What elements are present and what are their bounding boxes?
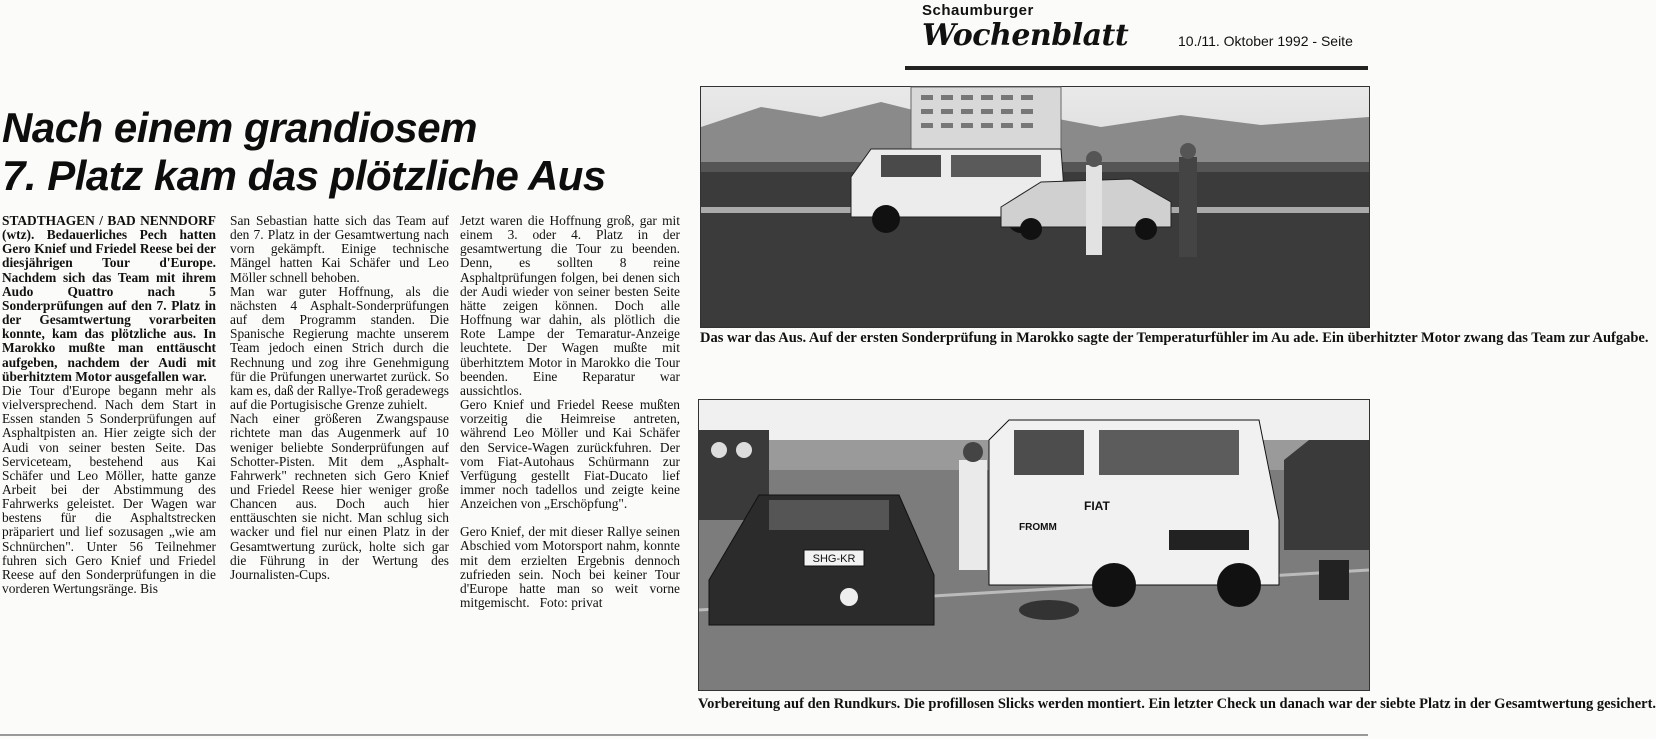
article-paragraph: Jetzt waren die Hoffnung groß, gar mit einem 3. oder 4. Platz in der gesamtwertung die Tour zu beenden. Denn, es sollten 8 reine Asphaltprüfungen folgen, bei denen sich der Audi wieder von seiner besten Seite hätte zeigen können. Doch alle Hoffnung war dahin, als plötlich die Rote Lampe der Temaratur-Anzeige leuchtete. Der Wagen mußte mit überhitztem Motor in Marokko die Tour beenden. Eine Reparatur war aussichtlos. [460,213,680,398]
masthead-rule [905,66,1368,70]
article-paragraph: Man war guter Hoffnung, als die nächsten 4 Asphalt-Sonderprüfungen auf dem Programm standen. Die Spanische Regierung machte unserem Team jedoch einen Strich durch die Rechnung und zog ihre Genehmigung für die Prüfungen unerwartet zurück. So kam es, daß der Rallye-Troß geradewegs auf die Portugisische Grenze zuhielt. [230,283,449,413]
article-headline [2,104,692,200]
photo-tire-change [698,399,1370,691]
photo-service-van-morocco [700,86,1370,328]
article-column-1 [2,214,216,726]
article-paragraph [460,525,680,610]
newspaper-name-top: Schaumburger [922,2,1034,19]
closing-text: Gero Knief, der mit dieser Rallye seinen Abschied vom Motorsport nahm, konnte mit dem erzielten Ergebnis dennoch zufrieden sein. Noch bei keiner Tour d'Europe hatte man so weit vorne mitgemischt. [460,524,680,611]
photo-illustration [699,400,1369,690]
photo-illustration [701,87,1369,327]
photo-caption-2: Vorbereitung auf den Rundkurs. Die profillosen Slicks werden montiert. Ein letzter Check un danach war der siebte Platz in der Gesamtwertung gesichert. [698,696,1656,712]
article-column-2 [230,214,449,726]
van-brand: FIAT [1084,499,1110,513]
article-column-3 [460,214,680,726]
article-paragraph: San Sebastian hatte sich das Team auf den 7. Platz in der Gesamtwertung nach vorn gekämpft. Einige technische Mängel hatten Kai Schäfer und Leo Möller schnell behoben. [230,213,449,285]
article-paragraph: Gero Knief und Friedel Reese mußten vorzeitig die Heimreise antreten, während Leo Möller und Kai Schäfer den Service-Wagen zurückfuhren. Der vom Fiat-Autohaus Schürmann zur Verfügung gestellt Fiat-Ducato lief immer noch tadellos und zeigte keine Anzeichen von „Erschöpfung". [460,397,680,512]
headline-line-1: Nach einem grandiosem [2,104,477,151]
van-sign: FROMM [1019,522,1057,533]
article-lead: STADTHAGEN / BAD NENNDORF (wtz). Bedauerliches Pech hatten Gero Knief und Friedel Reese bei der diesjährigen Tour d'Europe. Nachdem sich das Team mit ihrem Audo Quattro nach 5 Sonderprüfungen auf den 7. Platz in der Gesamtwertung vorarbeiten konnte, kam das plötzliche aus. In Marokko mußte man enttäuscht aufgeben, nachdem der Audi mit überhitztem Motor ausgefallen war. [2,213,216,384]
dateline: 10./11. Oktober 1992 - Seite [1178,33,1353,49]
article-paragraph: Nach einer größeren Zwangspause richtete man das Augenmerk auf 10 weniger beliebte Sonderprüfungen auf Schotter-Pisten. Mit dem „Asphalt-Fahrwerk" rechneten sich Gero Knief und Friedel Reese hier weniger große Chancen aus. Doch auch hier enttäuschten sie nicht. Man schlug sich wacker und fiel nur einen Platz in der Gesamtwertung zurück, holte sich gar die Führung in der Wertung des Journalisten-Cups. [230,411,449,582]
photo-caption-1: Das war das Aus. Auf der ersten Sonderprüfung in Marokko sagte der Temperaturfühler im Au ade. Ein überhitzter Motor zwang das Team zur Aufgabe. [700,330,1649,346]
photo-credit: Foto: privat [539,595,603,611]
bottom-rule [0,734,1368,736]
license-plate: SHG-KR [812,553,856,565]
headline-line-2: 7. Platz kam das plötzliche Aus [2,152,606,199]
article-paragraph: Die Tour d'Europe begann mehr als vielversprechend. Nach dem Start in Essen standen 5 Sonderprüfungen auf Asphaltpisten an. Hier zeigte sich der Audi von seiner besten Seite. Das Serviceteam, bestehend aus Kai Schäfer und Leo Möller, hatte ganze Arbeit bei der Abstimmung des Fahrwerks geleistet. Der Wagen war bestens für die Asphaltstrecken präpariert und lief sozusagen „wie am Schnürchen". Unter 56 Teilnehmer fuhren sich Gero Knief und Friedel Reese auf den Sonderprüfungen in die vorderen Wertungsränge. Bis [2,382,216,597]
newspaper-name: Wochenblatt [922,18,1129,53]
